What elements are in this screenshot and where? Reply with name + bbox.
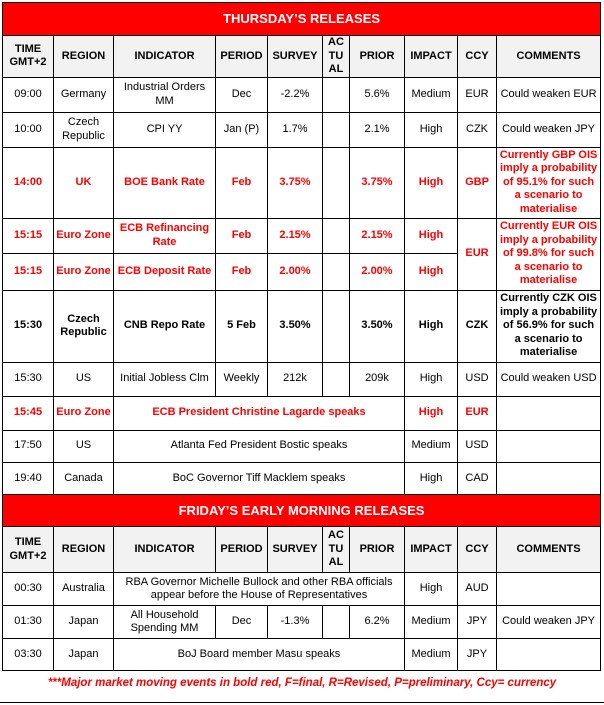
survey-cell: 2.15% — [268, 218, 323, 253]
region-cell: Czech Republic — [54, 112, 114, 147]
event-cell: BoJ Board member Masu speaks — [114, 639, 405, 671]
impact-cell: Medium — [405, 430, 458, 462]
actual-cell — [323, 606, 350, 639]
col-header-impact: IMPACT — [405, 36, 458, 78]
actual-cell — [323, 112, 350, 147]
region-cell: Euro Zone — [54, 396, 114, 430]
ccy-cell: GBP — [458, 147, 497, 218]
table-row — [3, 639, 601, 671]
comments-cell — [497, 430, 601, 462]
prior-cell: 2.00% — [350, 253, 405, 290]
comments-cell — [497, 639, 601, 671]
region-cell: Japan — [54, 606, 114, 639]
table-row — [3, 430, 601, 462]
comments-cell: Could weaken JPY — [497, 112, 601, 147]
survey-cell: 1.7% — [268, 112, 323, 147]
ccy-cell: EUR — [458, 218, 497, 290]
indicator-cell: Industrial Orders MM — [114, 77, 216, 112]
indicator-cell: ECB Refinancing Rate — [114, 218, 216, 253]
time-cell: 19:40 — [3, 462, 54, 495]
section-title: FRIDAY’S EARLY MORNING RELEASES — [3, 495, 601, 527]
indicator-cell: CPI YY — [114, 112, 216, 147]
table-row — [3, 362, 601, 396]
table-row — [3, 147, 601, 218]
region-cell: US — [54, 362, 114, 396]
region-cell: Australia — [54, 573, 114, 606]
impact-cell: High — [405, 253, 458, 290]
table-row — [3, 606, 601, 639]
table-row — [3, 462, 601, 495]
survey-cell: 3.50% — [268, 290, 323, 362]
actual-cell — [323, 290, 350, 362]
prior-cell: 6.2% — [350, 606, 405, 639]
col-header-actual: AC TU AL — [323, 36, 350, 78]
indicator-cell: CNB Repo Rate — [114, 290, 216, 362]
col-header-ccy: CCY — [458, 36, 497, 78]
indicator-cell: ECB Deposit Rate — [114, 253, 216, 290]
period-cell: Weekly — [216, 362, 268, 396]
time-cell: 15:30 — [3, 362, 54, 396]
time-cell: 10:00 — [3, 112, 54, 147]
region-cell: Euro Zone — [54, 253, 114, 290]
indicator-cell: Initial Jobless Clm — [114, 362, 216, 396]
col-header-period: PERIOD — [216, 527, 268, 573]
comments-cell: Could weaken JPY — [497, 606, 601, 639]
time-cell: 15:15 — [3, 218, 54, 253]
comments-cell — [497, 396, 601, 430]
col-header-time: TIME GMT+2 — [3, 527, 54, 573]
col-header-impact: IMPACT — [405, 527, 458, 573]
period-cell: Dec — [216, 77, 268, 112]
ccy-cell: EUR — [458, 77, 497, 112]
ccy-cell: EUR — [458, 396, 497, 430]
section-title: THURSDAY’S RELEASES — [3, 3, 601, 36]
ccy-cell: USD — [458, 430, 497, 462]
impact-cell: High — [405, 573, 458, 606]
col-header-actual: AC TU AL — [323, 527, 350, 573]
comments-cell — [497, 462, 601, 495]
region-cell: US — [54, 430, 114, 462]
actual-cell — [323, 77, 350, 112]
friday-table — [2, 494, 601, 671]
ccy-cell: JPY — [458, 639, 497, 671]
prior-cell: 3.75% — [350, 147, 405, 218]
period-cell: Feb — [216, 253, 268, 290]
col-header-prior: PRIOR — [350, 527, 405, 573]
actual-cell — [323, 218, 350, 253]
col-header-survey: SURVEY — [268, 527, 323, 573]
region-cell: Canada — [54, 462, 114, 495]
prior-cell: 5.6% — [350, 77, 405, 112]
actual-cell — [323, 362, 350, 396]
prior-cell: 2.15% — [350, 218, 405, 253]
ccy-cell: CZK — [458, 112, 497, 147]
col-header-region: REGION — [54, 36, 114, 78]
period-cell: Feb — [216, 147, 268, 218]
impact-cell: High — [405, 290, 458, 362]
region-cell: Japan — [54, 639, 114, 671]
event-cell: BoC Governor Tiff Macklem speaks — [114, 462, 405, 495]
actual-cell — [323, 147, 350, 218]
region-cell: Germany — [54, 77, 114, 112]
event-cell: RBA Governor Michelle Bullock and other RBA officials appear before the House of Representatives — [114, 573, 405, 606]
region-cell: UK — [54, 147, 114, 218]
comments-cell — [497, 573, 601, 606]
col-header-survey: SURVEY — [268, 36, 323, 78]
time-cell: 15:15 — [3, 253, 54, 290]
survey-cell: 2.00% — [268, 253, 323, 290]
ccy-cell: CZK — [458, 290, 497, 362]
ccy-cell: AUD — [458, 573, 497, 606]
comments-cell: Currently EUR OIS imply a probability of 99.8% for such a scenario to materialise — [497, 218, 601, 290]
impact-cell: High — [405, 362, 458, 396]
col-header-ccy: CCY — [458, 527, 497, 573]
comments-cell: Currently CZK OIS imply a probability of 56.9% for such a scenario to materialise — [497, 290, 601, 362]
col-header-indicator: INDICATOR — [114, 36, 216, 78]
thursday-table — [2, 2, 601, 496]
time-cell: 15:30 — [3, 290, 54, 362]
time-cell: 09:00 — [3, 77, 54, 112]
time-cell: 14:00 — [3, 147, 54, 218]
col-header-prior: PRIOR — [350, 36, 405, 78]
impact-cell: Medium — [405, 639, 458, 671]
period-cell: Jan (P) — [216, 112, 268, 147]
prior-cell: 2.1% — [350, 112, 405, 147]
comments-cell: Could weaken EUR — [497, 77, 601, 112]
impact-cell: High — [405, 218, 458, 253]
table-row — [3, 573, 601, 606]
period-cell: 5 Feb — [216, 290, 268, 362]
impact-cell: High — [405, 147, 458, 218]
prior-cell: 3.50% — [350, 290, 405, 362]
region-cell: Euro Zone — [54, 218, 114, 253]
indicator-cell: BOE Bank Rate — [114, 147, 216, 218]
ccy-cell: CAD — [458, 462, 497, 495]
col-header-indicator: INDICATOR — [114, 527, 216, 573]
table-row — [3, 77, 601, 112]
table-row — [3, 396, 601, 430]
time-cell: 15:45 — [3, 396, 54, 430]
region-cell: Czech Republic — [54, 290, 114, 362]
impact-cell: Medium — [405, 606, 458, 639]
time-cell: 17:50 — [3, 430, 54, 462]
col-header-region: REGION — [54, 527, 114, 573]
footnote: ***Major market moving events in bold red, F=final, R=Revised, P=preliminary, Ccy= currency — [47, 677, 557, 689]
prior-cell: 209k — [350, 362, 405, 396]
col-header-time: TIME GMT+2 — [3, 36, 54, 78]
table-row — [3, 112, 601, 147]
actual-cell — [323, 253, 350, 290]
impact-cell: High — [405, 462, 458, 495]
period-cell: Feb — [216, 218, 268, 253]
comments-cell: Currently GBP OIS imply a probability of 95.1% for such a scenario to materialise — [497, 147, 601, 218]
time-cell: 03:30 — [3, 639, 54, 671]
survey-cell: 212k — [268, 362, 323, 396]
divider — [0, 702, 604, 703]
impact-cell: Medium — [405, 77, 458, 112]
survey-cell: -1.3% — [268, 606, 323, 639]
ccy-cell: USD — [458, 362, 497, 396]
comments-cell: Could weaken USD — [497, 362, 601, 396]
survey-cell: 3.75% — [268, 147, 323, 218]
col-header-comments: COMMENTS — [497, 36, 601, 78]
time-cell: 01:30 — [3, 606, 54, 639]
impact-cell: High — [405, 396, 458, 430]
indicator-cell: All Household Spending MM — [114, 606, 216, 639]
table-row — [3, 290, 601, 362]
col-header-comments: COMMENTS — [497, 527, 601, 573]
impact-cell: High — [405, 112, 458, 147]
table-row — [3, 218, 601, 253]
col-header-period: PERIOD — [216, 36, 268, 78]
time-cell: 00:30 — [3, 573, 54, 606]
event-cell: ECB President Christine Lagarde speaks — [114, 396, 405, 430]
period-cell: Dec — [216, 606, 268, 639]
survey-cell: -2.2% — [268, 77, 323, 112]
event-cell: Atlanta Fed President Bostic speaks — [114, 430, 405, 462]
ccy-cell: JPY — [458, 606, 497, 639]
